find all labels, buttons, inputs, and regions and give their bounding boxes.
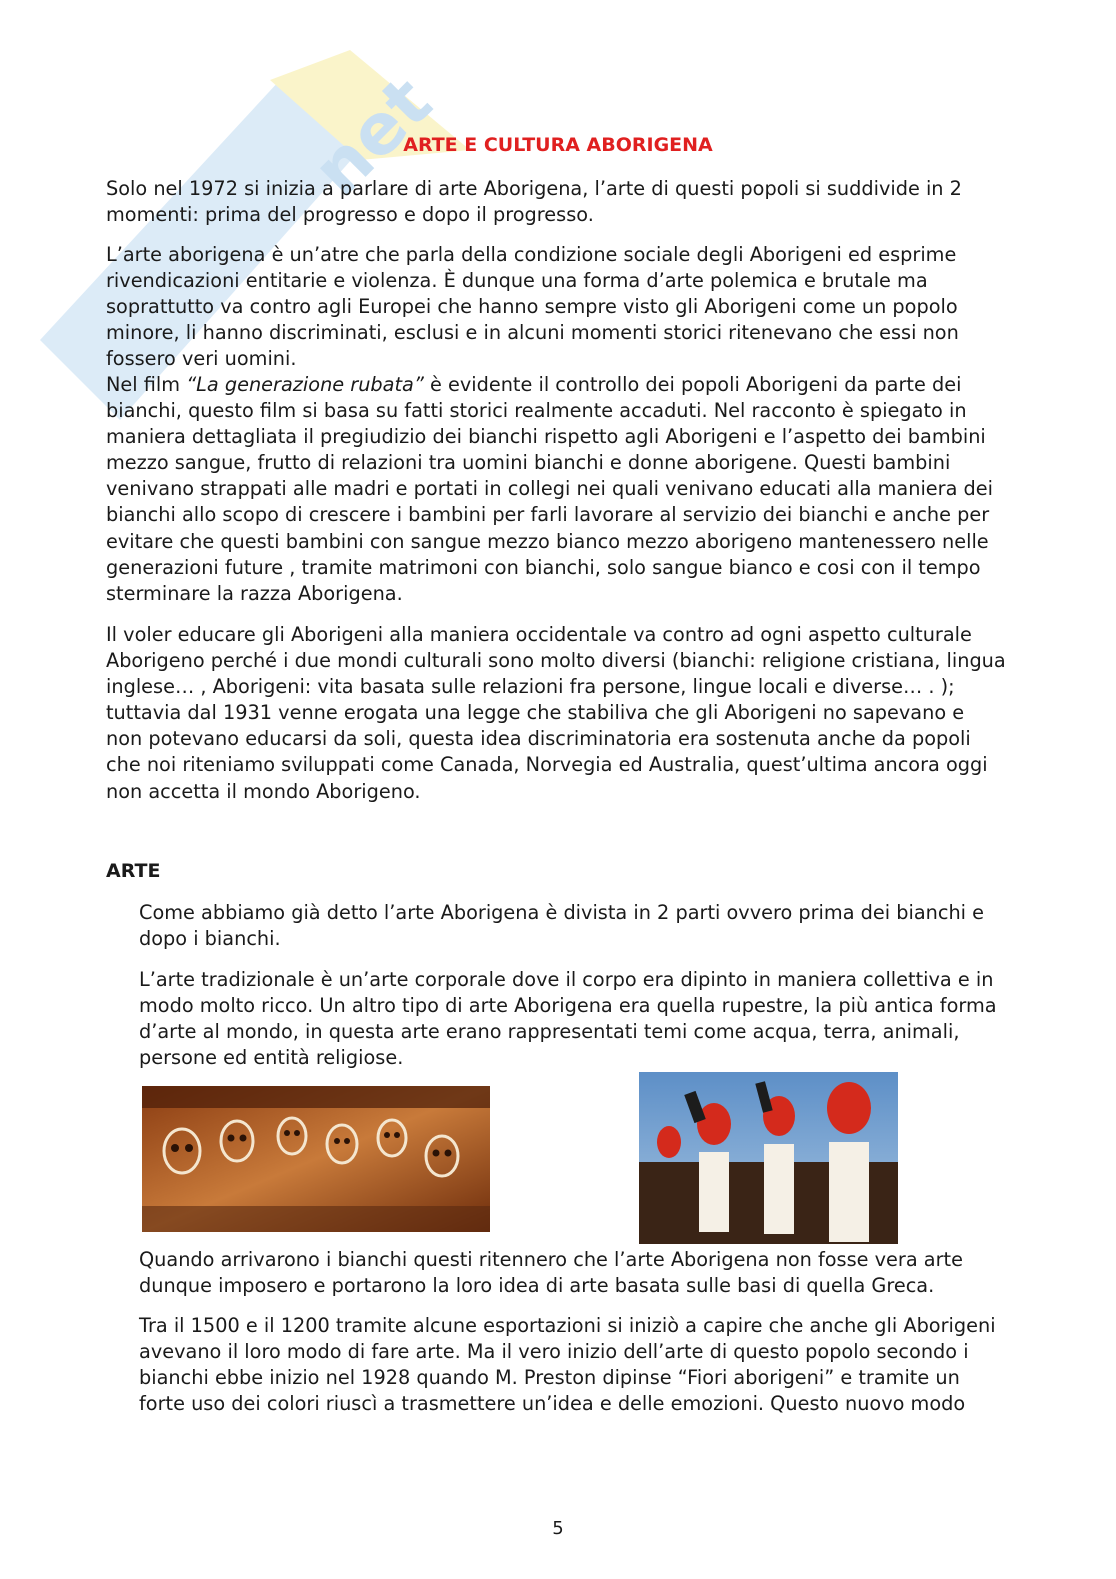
film-title: “La generazione rubata” [186, 373, 424, 396]
watermark-text: net [296, 61, 448, 212]
p3-prefix: Nel film [106, 373, 187, 396]
section-heading-arte: ARTE [106, 860, 161, 882]
page-title: ARTE E CULTURA ABORIGENA [403, 134, 713, 156]
arte-paragraph-3: Quando arrivarono i bianchi questi ritennero che l’arte Aborigena non fosse vera arte dunque imposero e portarono la loro idea di arte basata sulle basi di quella Greca. [139, 1248, 963, 1298]
arte-paragraph-2: L’arte tradizionale è un’arte corporale dove il corpo era dipinto in maniera collettiva e in modo molto ricco. Un altro tipo di arte Aborigena era quella rupestre, la più antica forma d’arte al mondo, in questa arte erano rappresentati temi come acqua, terra, animali, persone ed entità religiose. [139, 968, 997, 1070]
intro-paragraph-4: Il voler educare gli Aborigeni alla maniera occidentale va contro ad ogni aspetto culturale Aborigeno perché i due mondi culturali sono molto diversi (bianchi: religione cristiana, lingua inglese… , Aborigeni: vita basata sulle relazioni fra persone, lingue locali e diverse… . ); tuttavia dal 1931 venne erogata una legge che stabiliva che gli Aborigeni no sapevano e non potevano educarsi da soli, questa idea discriminatoria era sostenuta anche da popoli che noi riteniamo sviluppati come Canada, Norvegia ed Australia, quest’ultima ancora oggi non accetta il mondo Aborigeno. [106, 623, 1006, 803]
arte-paragraph-1: Come abbiamo già detto l’arte Aborigena è divista in 2 parti ovvero prima dei bianchi e dopo i bianchi. [139, 901, 985, 951]
page-number: 5 [552, 1518, 564, 1539]
arte-paragraph-4: Tra il 1500 e il 1200 tramite alcune esportazioni si iniziò a capire che anche gli Aborigeni avevano il loro modo di fare arte. Ma il vero inizio dell’arte di questo popolo secondo i bianchi ebbe inizio nel 1928 quando M. Preston dipinse “Fiori aborigeni” e tramite un forte uso dei colori riuscì a trasmettere un’idea e delle emozioni. Questo nuovo modo [139, 1314, 996, 1416]
painted-dancers-image [639, 1072, 898, 1244]
intro-paragraph-1: Solo nel 1972 si inizia a parlare di arte Aborigena, l’arte di questi popoli si suddivide in 2 momenti: prima del progresso e dopo il progresso. [106, 177, 962, 227]
rock-art-image [142, 1086, 490, 1232]
p3-rest: è evidente il controllo dei popoli Aborigeni da parte dei bianchi, questo film si basa su fatti storici realmente accaduti. Nel racconto è spiegato in maniera dettagliata il pregiudizio dei bianchi rispetto agli Aborigeni e l’aspetto dei bambini mezzo sangue, frutto di relazioni tra uomini bianchi e donne aborigene. Questi bambini venivano strappati alle madri e portati in collegi nei quali venivano educati alla maniera dei bianchi allo scopo di crescere i bambini per farli lavorare al servizio dei bianchi e anche per evitare che questi bambini con sangue mezzo bianco mezzo aborigeno mantenessero nelle generazioni future , tramite matrimoni con bianchi, solo sangue bianco e cosi con il tempo sterminare la razza Aborigena. [106, 373, 993, 605]
intro-paragraph-2: L’arte aborigena è un’atre che parla della condizione sociale degli Aborigeni ed esprime rivendicazioni entitarie e violenza. È dunque una forma d’arte polemica e brutale ma soprattutto va contro agli Europei che hanno sempre visto gli Aborigeni come un popolo minore, li hanno discriminati, esclusi e in alcuni momenti storici ritenevano che essi non fossero veri uomini. [106, 243, 959, 371]
intro-paragraph-3 [106, 372, 998, 607]
